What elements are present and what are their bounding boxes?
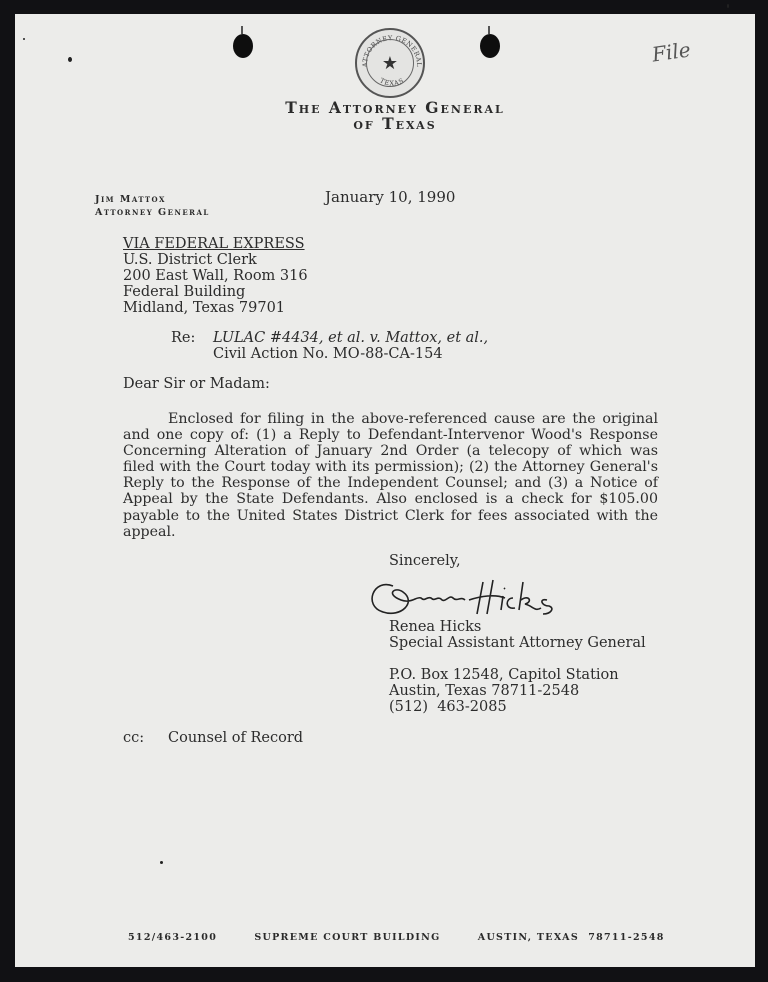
svg-text:ATTORNEY GENERAL: ATTORNEY GENERAL [360,33,424,68]
recipient-line: U.S. District Clerk [123,252,257,268]
svg-text:TEXAS: TEXAS [378,76,406,88]
civil-action-number: Civil Action No. MO-88-CA-154 [213,346,443,362]
recipient-line: Midland, Texas 79701 [123,300,286,316]
star-icon: ★ [381,53,399,74]
recipient-line: 200 East Wall, Room 316 [123,268,308,284]
letter-date: January 10, 1990 [325,188,456,206]
footer-phone: 512/463-2100 [128,932,218,943]
attorney-general-seal [355,28,425,98]
letterhead-title: The Attorney General [285,98,505,117]
punch-hole-right [480,34,500,58]
delivery-method: VIA FEDERAL EXPRESS [123,236,305,252]
signer-name: Renea Hicks [389,619,482,635]
letterhead-subtitle: of Texas [353,114,437,133]
letter-body: Enclosed for filing in the above-referenced cause are the original and one copy of: (1) a Reply to Defendant-Intervenor Wood's Response Concerning Alteration of January 2nd Order (a telecopy of which was filed with the Court today with its permission); (2) the Attorney General's Reply to the Response of the Independent Counsel; and (3) a Notice of Appeal by the State Defendants. Also enclosed is a check for $105.00 payable to the United States District Clerk for fees associated with the appeal. [123,411,658,540]
sender-name: Jim Mattox [95,194,166,205]
footer-building: SUPREME COURT BUILDING [254,932,441,943]
valediction: Sincerely, [389,553,461,569]
cc-label: cc: [123,730,145,746]
cc-value: Counsel of Record [168,730,304,746]
letterhead-footer [128,932,665,943]
salutation: Dear Sir or Madam: [123,376,270,392]
speck [160,861,163,864]
re-label: Re: [171,330,196,346]
footer-city: AUSTIN, TEXAS 78711-2548 [477,932,665,943]
recipient-line: Federal Building [123,284,246,300]
seal-inner-ring [366,39,414,87]
signer-phone: (512) 463-2085 [389,699,507,715]
speck [68,57,72,62]
sender-title: Attorney General [95,207,210,218]
letter-page [15,14,755,967]
punch-hole-left [233,34,253,58]
speck [23,38,25,40]
signer-address-line: P.O. Box 12548, Capitol Station [389,667,619,683]
signature-icon [365,572,565,622]
signer-address-line: Austin, Texas 78711-2548 [389,683,580,699]
speck [727,4,729,8]
signer-title: Special Assistant Attorney General [389,635,646,651]
case-name: LULAC #4434, et al. v. Mattox, et al., [213,330,489,346]
handwritten-file-note: File [650,37,692,67]
